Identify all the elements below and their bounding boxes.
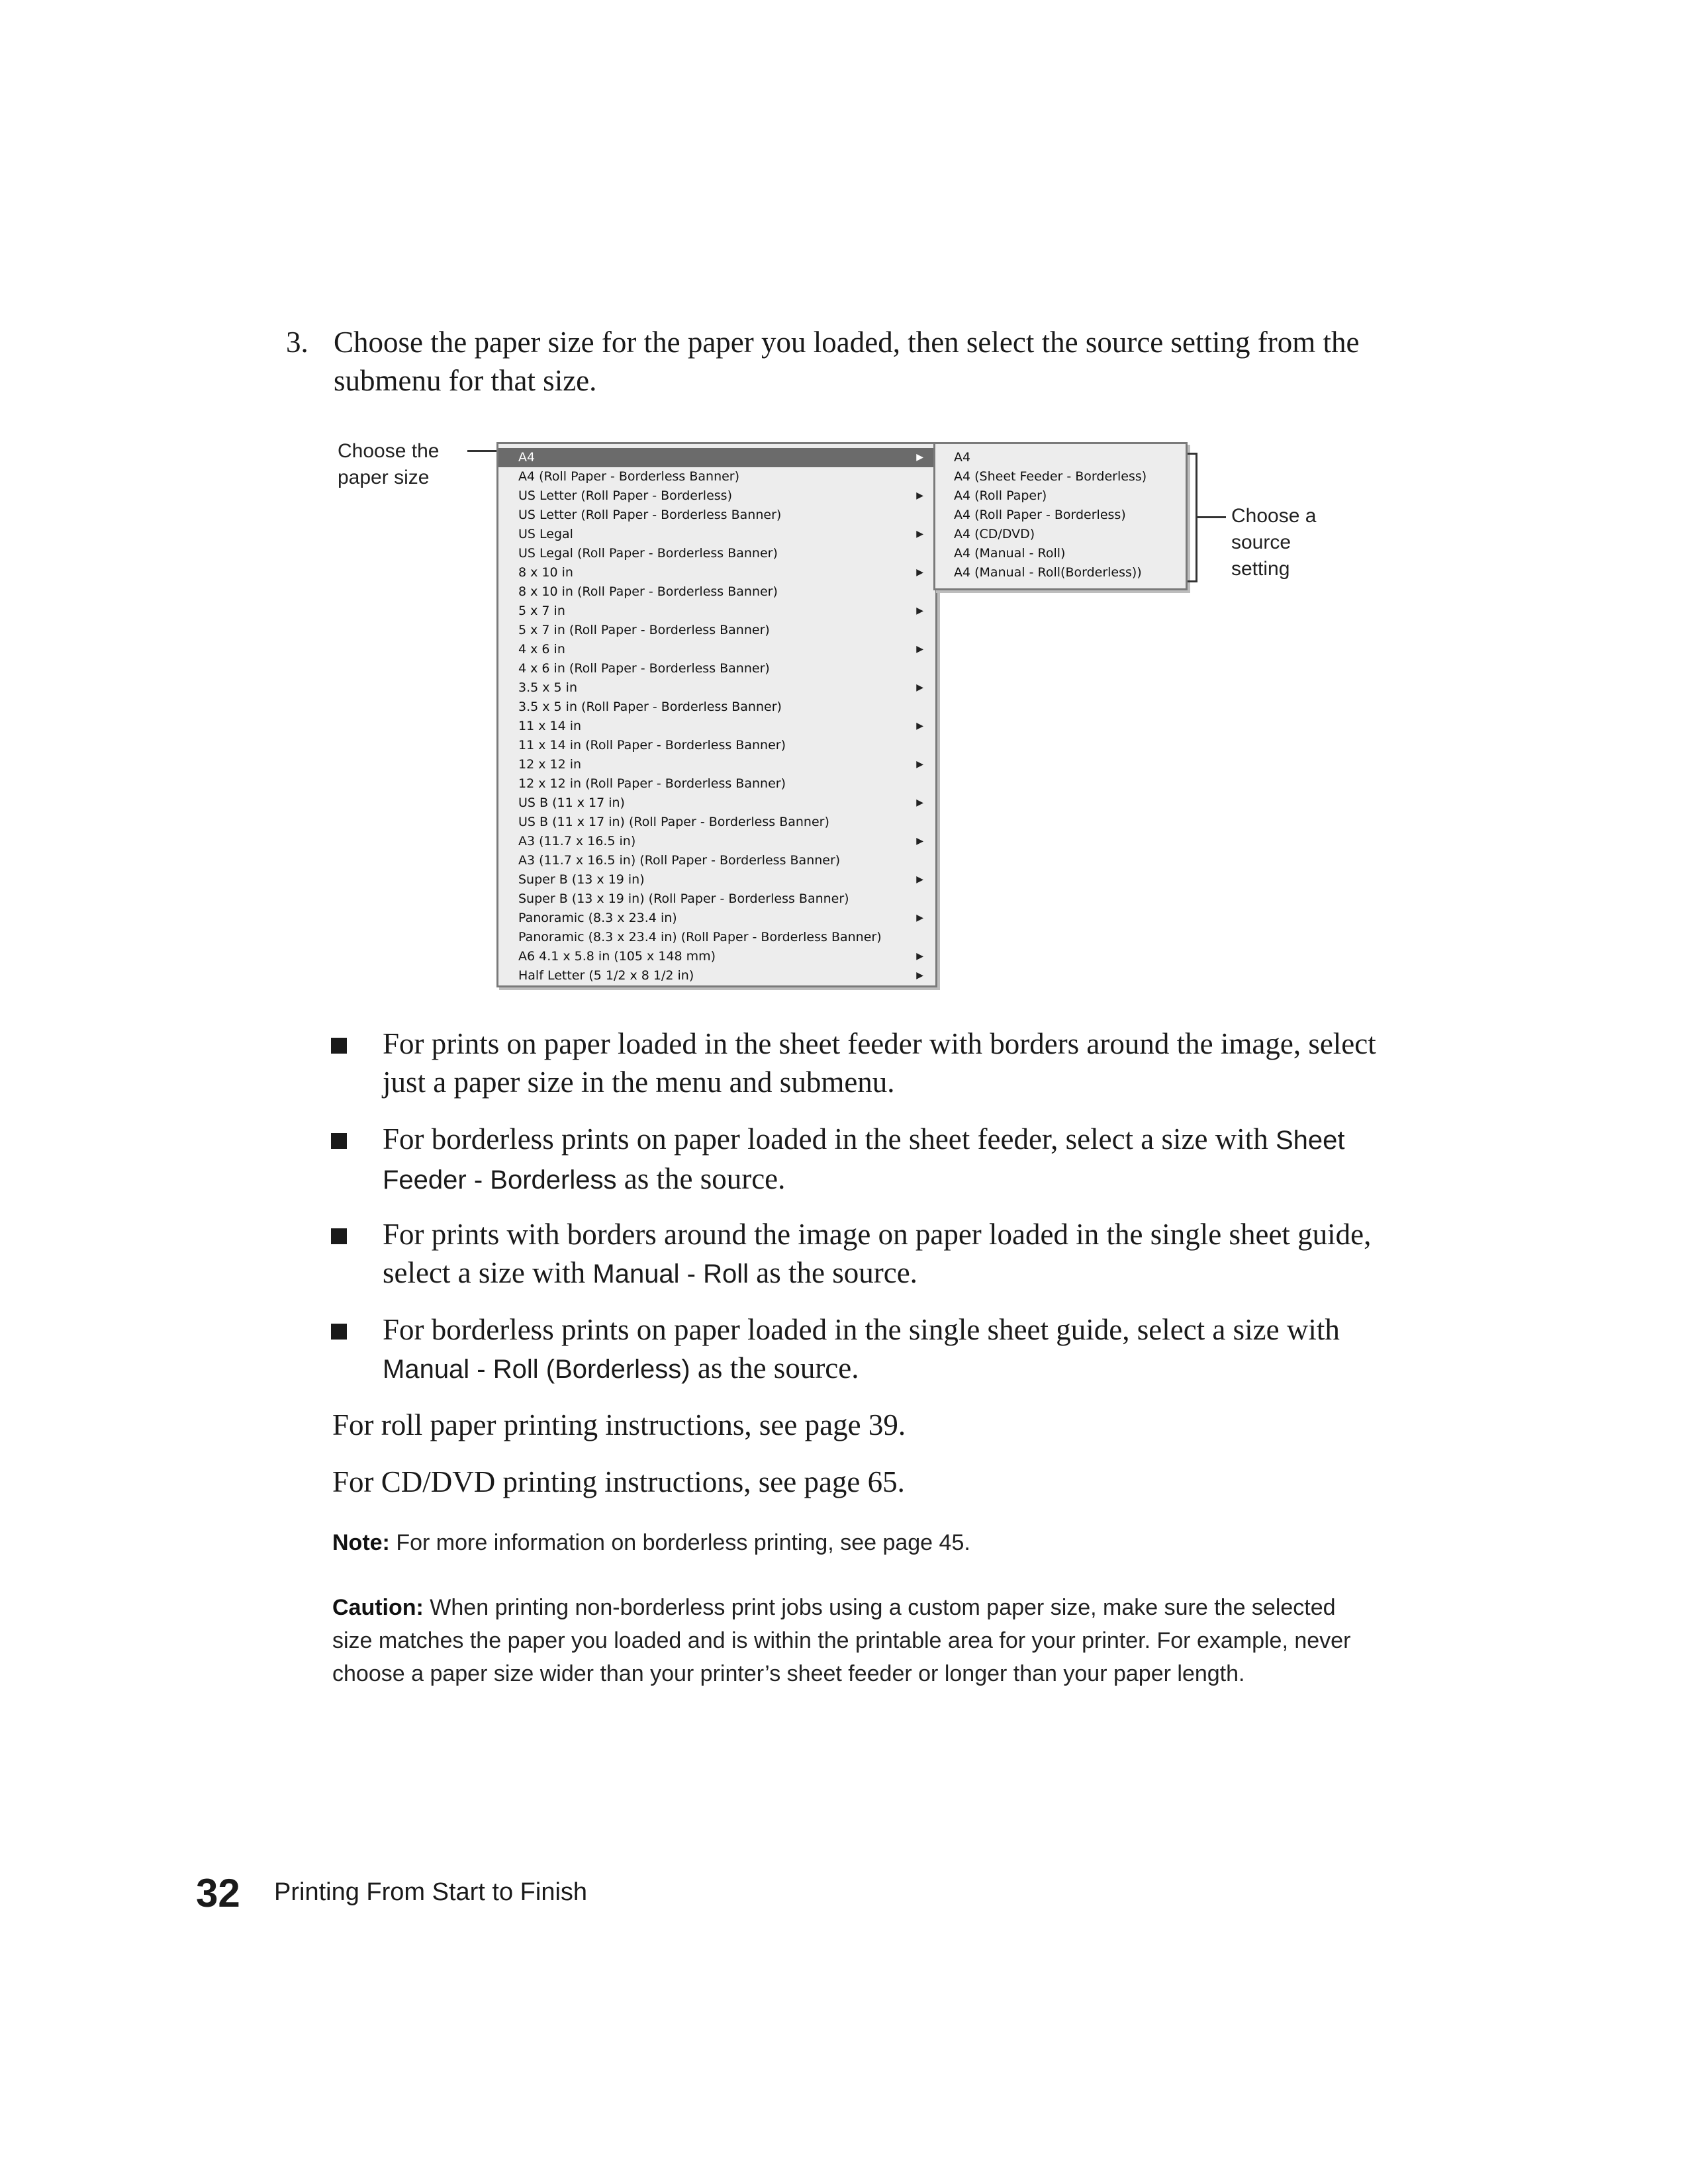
paper-size-menu-item[interactable] — [498, 467, 935, 486]
menu-item-label: 8 x 10 in — [518, 565, 573, 580]
menu-item-label: US Letter (Roll Paper - Borderless) — [518, 488, 732, 503]
paper-size-menu-item[interactable] — [498, 870, 935, 889]
paper-size-menu-item[interactable] — [498, 563, 935, 582]
source-menu-item[interactable]: A4 (Roll Paper) — [954, 488, 1047, 503]
menu-item-label: 4 x 6 in (Roll Paper - Borderless Banner) — [518, 661, 770, 676]
source-menu-item[interactable]: A4 (Sheet Feeder - Borderless) — [954, 469, 1147, 484]
submenu-arrow-icon: ▶ — [916, 567, 923, 578]
step-number: 3. — [286, 326, 308, 359]
paper-size-menu-item[interactable] — [498, 698, 935, 717]
paper-size-menu-item[interactable] — [498, 774, 935, 794]
menu-item-label: US Letter (Roll Paper - Borderless Banner) — [518, 508, 782, 522]
paper-size-menu-item[interactable] — [498, 621, 935, 640]
source-menu-item[interactable]: A4 — [954, 450, 971, 465]
source-menu-item[interactable]: A4 (Manual - Roll(Borderless)) — [954, 565, 1142, 580]
submenu-arrow-icon: ▶ — [916, 606, 923, 616]
paper-size-menu-item[interactable] — [498, 909, 935, 928]
bullet-square-icon — [331, 1228, 347, 1244]
paper-size-menu-item[interactable] — [498, 717, 935, 736]
bullet-square-icon — [331, 1133, 347, 1149]
submenu-arrow-icon: ▶ — [916, 913, 923, 923]
menu-item-label: US Legal (Roll Paper - Borderless Banner) — [518, 546, 778, 561]
ui-term: Sheet Feeder - Borderless — [383, 1126, 1345, 1195]
note-text: For more information on borderless printing, see page 45. — [389, 1530, 970, 1555]
cd-dvd-reference: For CD/DVD printing instructions, see page 65. — [332, 1465, 905, 1498]
menu-item-label: US B (11 x 17 in) (Roll Paper - Borderless Banner) — [518, 815, 829, 829]
menu-item-label: 5 x 7 in — [518, 604, 565, 618]
submenu-arrow-icon: ▶ — [916, 759, 923, 770]
menu-item-label: A6 4.1 x 5.8 in (105 x 148 mm) — [518, 949, 716, 964]
menu-item-label: US Legal — [518, 527, 573, 541]
menu-item-label: A4 (Roll Paper - Borderless Banner) — [518, 469, 740, 484]
menu-item-label: 12 x 12 in — [518, 757, 582, 772]
menu-item-label: 3.5 x 5 in — [518, 680, 577, 695]
source-menu-item[interactable]: A4 (Manual - Roll) — [954, 546, 1066, 561]
paper-size-menu-item[interactable] — [498, 736, 935, 755]
callout-choose-paper-size: Choose the paper size — [338, 440, 440, 488]
paper-size-menu-item[interactable] — [498, 928, 935, 947]
menu-item-label: 11 x 14 in (Roll Paper - Borderless Banner) — [518, 738, 786, 752]
menu-item-label: A3 (11.7 x 16.5 in) — [518, 834, 636, 848]
submenu-arrow-icon: ▶ — [916, 836, 923, 846]
submenu-arrow-icon: ▶ — [916, 951, 923, 962]
menu-item-label: Super B (13 x 19 in) — [518, 872, 645, 887]
paper-size-menu-item[interactable] — [498, 794, 935, 813]
menu-item-label: 4 x 6 in — [518, 642, 565, 657]
paper-size-menu-item[interactable] — [498, 813, 935, 832]
submenu-arrow-icon: ▶ — [916, 721, 923, 731]
paper-size-menu-item[interactable] — [498, 602, 935, 621]
source-menu-item[interactable]: A4 (Roll Paper - Borderless) — [954, 508, 1126, 522]
caution-label: Caution: — [332, 1595, 424, 1620]
paper-size-menu-item[interactable] — [498, 678, 935, 698]
ui-term: Manual - Roll — [592, 1259, 749, 1289]
paper-size-menu-item[interactable] — [498, 448, 935, 467]
paper-size-menu-item[interactable] — [498, 544, 935, 563]
bullet-square-icon — [331, 1038, 347, 1054]
paper-size-menu-item[interactable] — [498, 640, 935, 659]
menu-item-label: Half Letter (5 1/2 x 8 1/2 in) — [518, 968, 694, 983]
paper-size-menu-item[interactable] — [498, 966, 935, 985]
menu-item-label: 12 x 12 in (Roll Paper - Borderless Banner) — [518, 776, 786, 791]
callout-leader-left — [467, 450, 498, 452]
step-text: Choose the paper size for the paper you loaded, then select the source setting from the submenu for that size. — [334, 326, 1360, 397]
bullet-square-icon — [331, 1324, 347, 1340]
paper-size-menu[interactable] — [496, 442, 937, 987]
paper-size-menu-item[interactable] — [498, 582, 935, 602]
paper-size-menu-item[interactable] — [498, 755, 935, 774]
paper-size-menu-item[interactable] — [498, 851, 935, 870]
paper-size-menu-item[interactable] — [498, 506, 935, 525]
submenu-arrow-icon: ▶ — [916, 970, 923, 981]
menu-item-label: A3 (11.7 x 16.5 in) (Roll Paper - Borderless Banner) — [518, 853, 841, 868]
paper-size-menu-item[interactable] — [498, 659, 935, 678]
submenu-arrow-icon: ▶ — [916, 682, 923, 693]
source-submenu[interactable] — [933, 442, 1188, 590]
submenu-arrow-icon: ▶ — [916, 490, 923, 501]
page-number: 32 — [196, 1871, 240, 1915]
menu-item-label: 8 x 10 in (Roll Paper - Borderless Banner) — [518, 584, 778, 599]
paper-size-menu-item[interactable] — [498, 947, 935, 966]
source-menu-item[interactable]: A4 (CD/DVD) — [954, 527, 1035, 541]
menu-item-label: 5 x 7 in (Roll Paper - Borderless Banner) — [518, 623, 770, 637]
callout-choose-source: Choose a source setting — [1231, 505, 1317, 580]
running-head: Printing From Start to Finish — [274, 1878, 588, 1906]
callout-leader-right — [1196, 516, 1226, 518]
submenu-arrow-icon: ▶ — [916, 797, 923, 808]
paper-size-menu-item[interactable] — [498, 832, 935, 851]
submenu-arrow-icon: ▶ — [916, 644, 923, 655]
menu-item-label: US B (11 x 17 in) — [518, 796, 625, 810]
note — [332, 1526, 1365, 1559]
note-label: Note: — [332, 1530, 390, 1555]
menu-item-label: 3.5 x 5 in (Roll Paper - Borderless Banner) — [518, 700, 782, 714]
menu-item-label: Panoramic (8.3 x 23.4 in) — [518, 911, 677, 925]
menu-item-label: Super B (13 x 19 in) (Roll Paper - Borderless Banner) — [518, 891, 849, 906]
submenu-arrow-icon: ▶ — [916, 874, 923, 885]
submenu-arrow-icon: ▶ — [916, 452, 923, 463]
paper-size-menu-item[interactable] — [498, 486, 935, 506]
paper-size-menu-item[interactable] — [498, 525, 935, 544]
submenu-arrow-icon: ▶ — [916, 529, 923, 539]
roll-paper-reference: For roll paper printing instructions, see page 39. — [332, 1408, 906, 1441]
menu-item-label: 11 x 14 in — [518, 719, 582, 733]
caution — [332, 1591, 1365, 1690]
menu-item-label: Panoramic (8.3 x 23.4 in) (Roll Paper - Borderless Banner) — [518, 930, 882, 944]
menu-item-label: A4 — [518, 450, 536, 465]
paper-size-menu-item[interactable] — [498, 889, 935, 909]
caution-text: When printing non-borderless print jobs using a custom paper size, make sure the selected size matches the paper you loaded and is within the printable area for your printer. For example, never choose a paper size wider than your printer’s sheet feeder or longer than your paper length. — [332, 1595, 1351, 1686]
ui-term: Manual - Roll (Borderless) — [383, 1355, 690, 1384]
